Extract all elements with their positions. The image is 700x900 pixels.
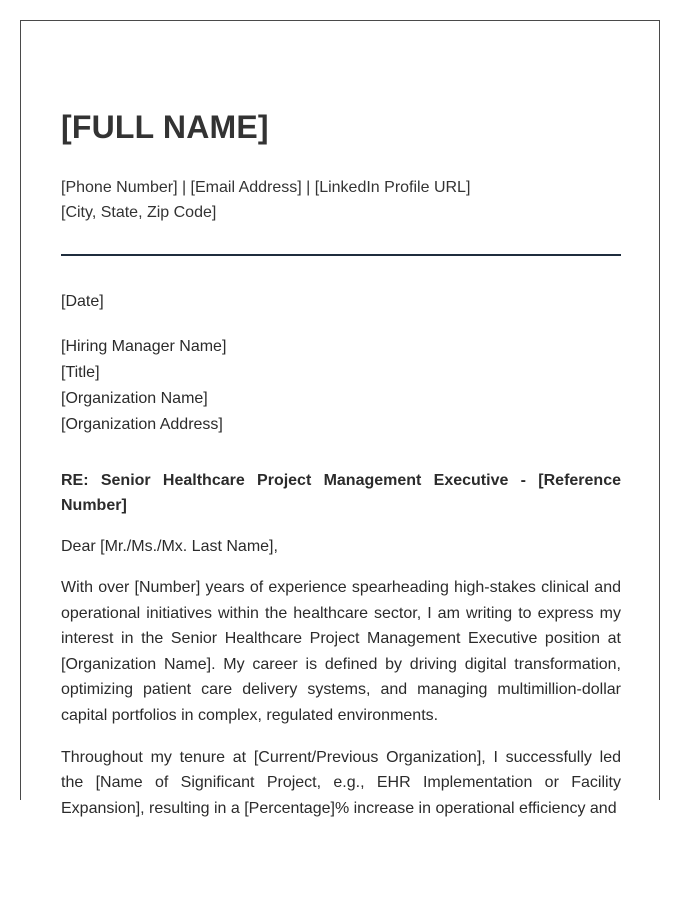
body-paragraph-2: Throughout my tenure at [Current/Previous Organization], I successfully led the [Name of Significant Project, e.g., EHR Implementation or Facility Expansion], resulting in a [Percentage]% increase in operational efficiency and <box>61 748 621 817</box>
subject-line: RE: Senior Healthcare Project Management Executive - [Reference Number] <box>61 472 621 514</box>
location-line: [City, State, Zip Code] <box>61 204 217 221</box>
contact-line: [Phone Number] | [Email Address] | [LinkedIn Profile URL] <box>61 179 471 196</box>
letter-content <box>61 107 621 837</box>
recipient-organization: [Organization Name] <box>61 390 208 407</box>
recipient-title: [Title] <box>61 364 100 381</box>
body-paragraph-1: With over [Number] years of experience spearheading high-stakes clinical and operational initiatives within the healthcare sector, I am writing to express my interest in the Senior Healthcare Project Management Executive position at [Organization Name]. My career is defined by driving digital transformation, optimizing patient care delivery systems, and managing multimillion-dollar capital portfolios in complex, regulated environments. <box>61 579 621 724</box>
salutation: Dear [Mr./Ms./Mx. Last Name], <box>61 538 278 555</box>
recipient-name: [Hiring Manager Name] <box>61 338 227 355</box>
full-name-heading: [FULL NAME] <box>61 109 269 145</box>
letter-date: [Date] <box>61 293 104 310</box>
header-divider <box>61 254 621 256</box>
recipient-address: [Organization Address] <box>61 416 223 433</box>
contact-block <box>61 175 621 225</box>
recipient-block <box>61 334 621 438</box>
document-page <box>20 20 660 817</box>
